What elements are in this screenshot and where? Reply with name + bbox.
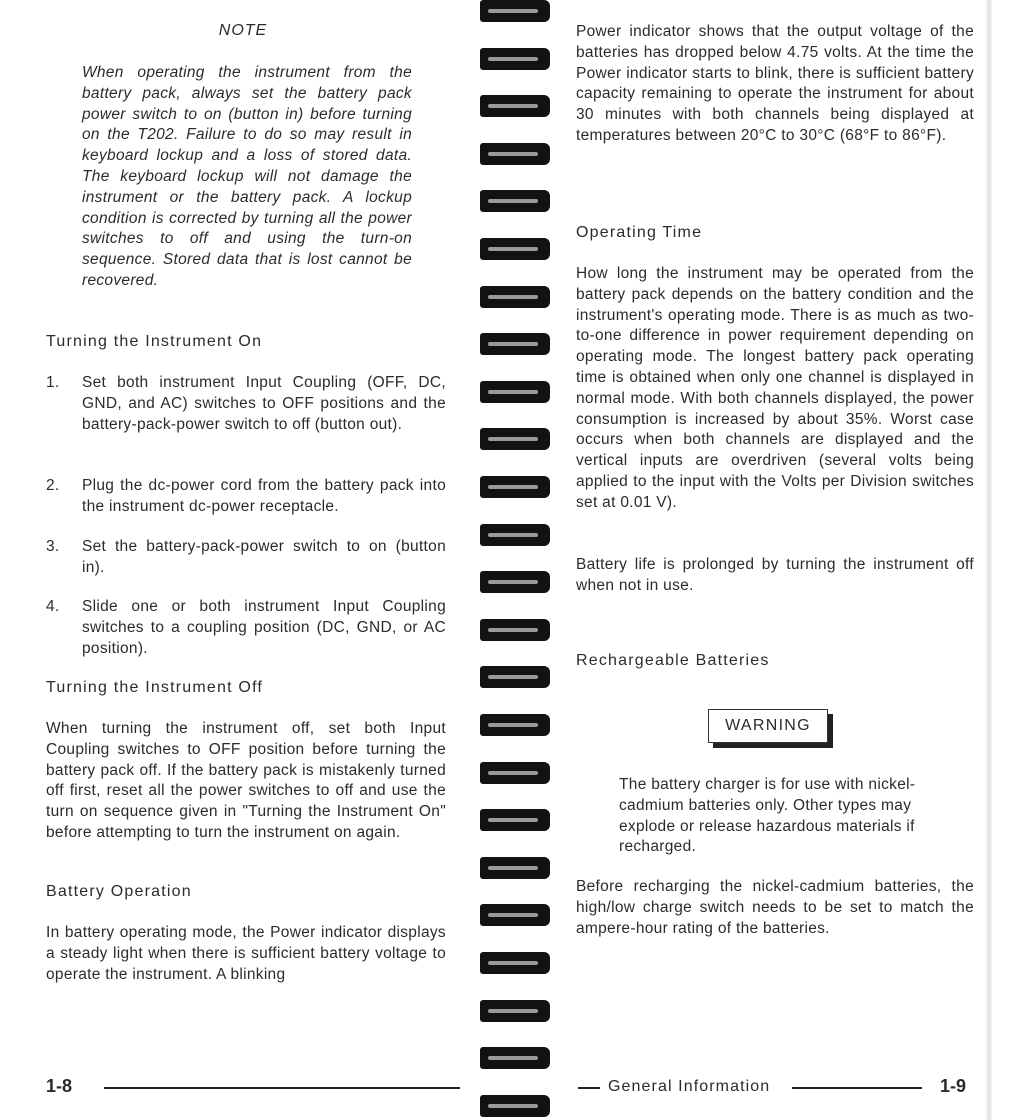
binding-coil [480, 809, 550, 831]
heading-turning-on: Turning the Instrument On [46, 333, 263, 350]
heading-battery-operation: Battery Operation [46, 883, 192, 900]
binding-coil [480, 238, 550, 260]
step-number: 3. [46, 538, 60, 555]
binding-coil [480, 381, 550, 403]
turning-off-text: When turning the instrument off, set both Input Coupling switches to OFF position before turning the battery pack off. If the battery pack is mistakenly turned off first, reset all the power switches to off and use the turn on sequence given in "Turning the Instrument On" before attempting to turn the instrument on again. [46, 720, 446, 841]
binding-coil [480, 619, 550, 641]
binding-coil [480, 333, 550, 355]
step-number: 2. [46, 477, 60, 494]
step-text: Set both instrument Input Coupling (OFF, DC, GND, and AC) switches to OFF positions and the battery-pack-power switch to off (button out). [82, 374, 446, 433]
warning-label-box [708, 709, 828, 743]
operating-time-text: How long the instrument may be operated from the battery pack depends on the battery condition and the instrument's operating mode. There is as much as two-to-one difference in power requirement depending on operating mode. The longest battery pack operating time is obtained when only one channel is displayed in normal mode. With both channels displayed, the power consumption is increased by about 35%. Worst case occurs when both channels are displayed and the vertical inputs are overdriven (several volts being applied to the input with the Volts per Division switches set at 0.01 V). [576, 265, 974, 511]
step-text: Plug the dc-power cord from the battery pack into the instrument dc-power receptacle. [82, 477, 446, 515]
step-text: Set the battery-pack-power switch to on (button in). [82, 538, 446, 576]
binding-coil [480, 1047, 550, 1069]
step-text: Slide one or both instrument Input Coupling switches to a coupling position (DC, GND, or AC position). [82, 598, 446, 657]
battery-operation-text: In battery operating mode, the Power indicator displays a steady light when there is sufficient battery voltage to operate the instrument. A blinking [46, 924, 446, 983]
binding-coil [480, 762, 550, 784]
heading-rechargeable-batteries: Rechargeable Batteries [576, 652, 770, 669]
binding-coil [480, 904, 550, 926]
power-indicator-text: Power indicator shows that the output voltage of the batteries has dropped below 4.75 volts. At the time the Power indicator starts to blink, there is sufficient battery capacity remaining to operate the instrument for about 30 minutes with both channels being displayed at temperatures between 20°C to 30°C (68°F to 86°F). [576, 23, 974, 144]
binding-coil [480, 857, 550, 879]
binding-coil [480, 1095, 550, 1117]
binding-coil [480, 286, 550, 308]
binding-coil [480, 666, 550, 688]
binding-coil [480, 524, 550, 546]
warning-label: WARNING [725, 717, 811, 734]
binding-coil [480, 714, 550, 736]
recharging-text: Before recharging the nickel-cadmium batteries, the high/low charge switch needs to be set to match the ampere-hour rating of the batteries. [576, 878, 974, 937]
spiral-binding [478, 0, 552, 1120]
binding-coil [480, 48, 550, 70]
binding-coil [480, 143, 550, 165]
footer-section-label: General Information [608, 1078, 771, 1095]
step-number: 4. [46, 598, 60, 615]
binding-coil [480, 571, 550, 593]
binding-coil [480, 952, 550, 974]
warning-text: The battery charger is for use with nickel-cadmium batteries only. Other types may explode or release hazardous materials if recharged. [619, 776, 916, 856]
heading-operating-time: Operating Time [576, 224, 703, 241]
binding-coil [480, 428, 550, 450]
binding-coil [480, 1000, 550, 1022]
note-title: NOTE [218, 22, 268, 39]
step-number: 1. [46, 374, 60, 391]
binding-coil [480, 476, 550, 498]
binding-coil [480, 95, 550, 117]
footer-dash-right [578, 1087, 600, 1089]
footer-rule-right [792, 1087, 922, 1089]
battery-life-text: Battery life is prolonged by turning the instrument off when not in use. [576, 556, 974, 594]
page-number-right: 1-9 [940, 1076, 967, 1096]
page-number-left: 1-8 [46, 1076, 73, 1096]
binding-coil [480, 190, 550, 212]
heading-turning-off: Turning the Instrument Off [46, 679, 264, 696]
footer-rule-left [104, 1087, 460, 1089]
binding-coil [480, 0, 550, 22]
note-text: When operating the instrument from the battery pack, always set the battery pack power switch to on (button in) before turning on the T202. Failure to do so may result in keyboard lockup and a loss of stored data. The keyboard lockup will not damage the instrument or the battery pack. A lockup condition is corrected by turning all the power switches to off and using the turn-on sequence. Stored data that is lost cannot be recovered. [82, 64, 412, 289]
